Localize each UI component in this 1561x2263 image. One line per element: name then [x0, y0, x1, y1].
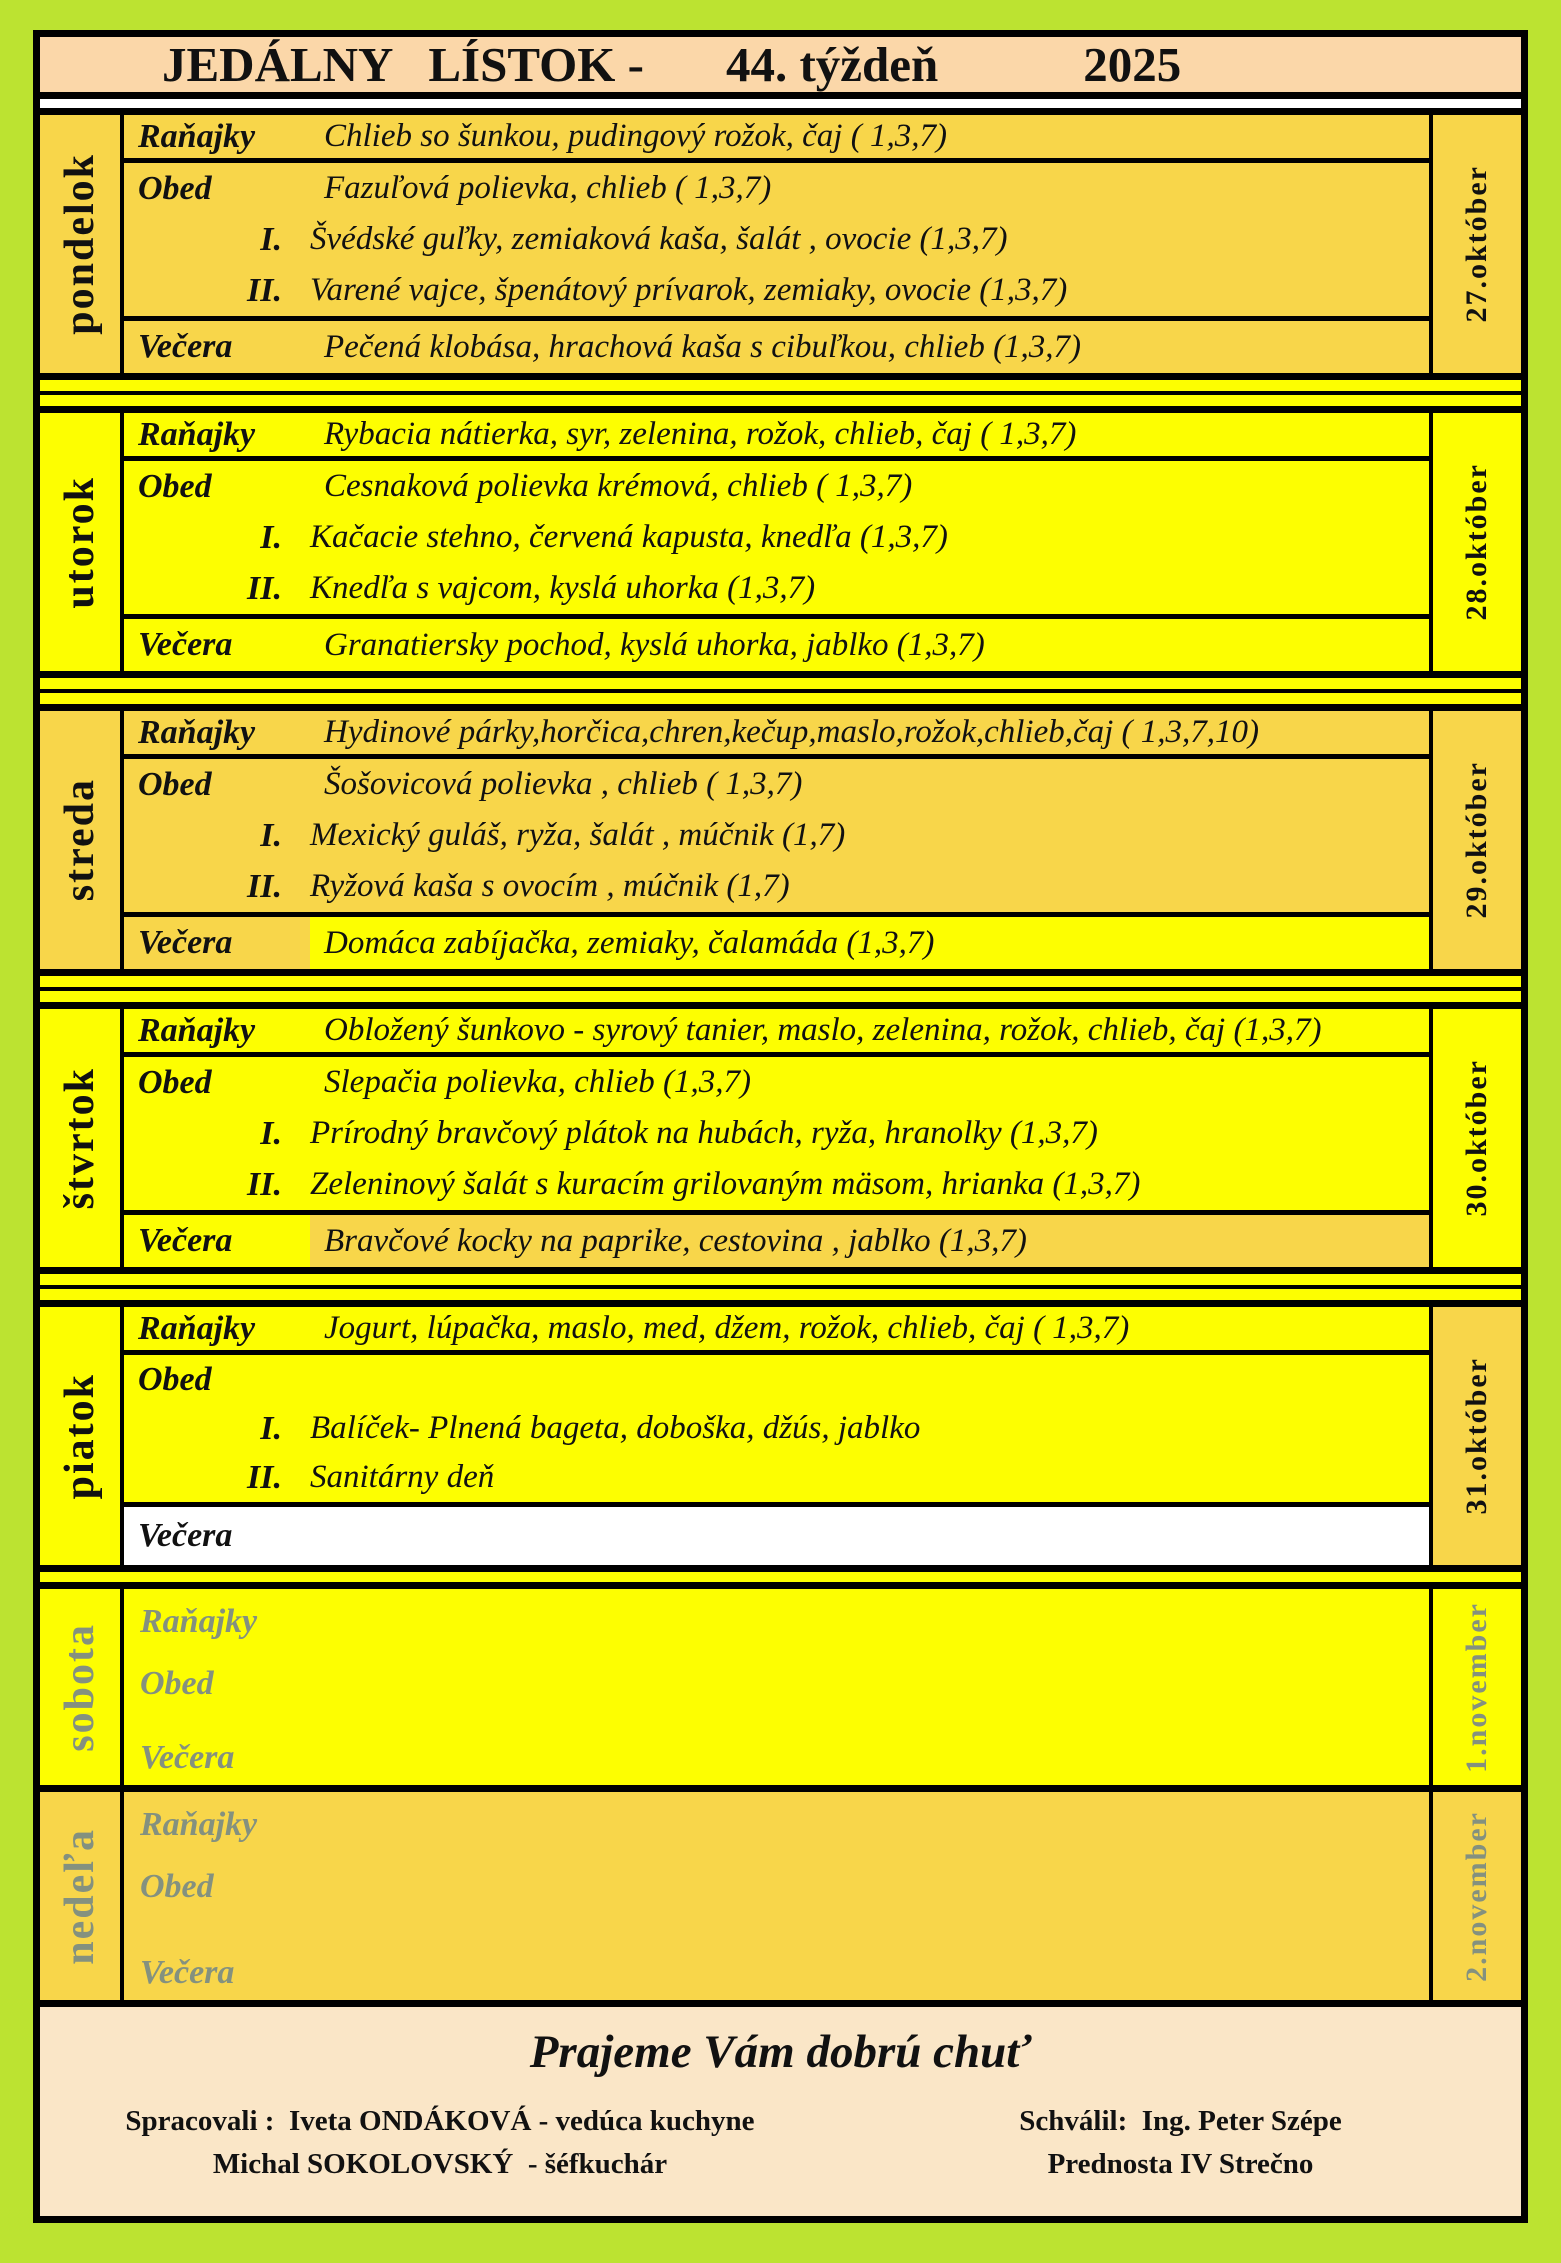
- meal-label: Večera: [138, 924, 233, 961]
- block-separator: [40, 976, 1521, 1002]
- date: 2.november: [1460, 1810, 1493, 1982]
- date-cell: [1429, 711, 1521, 969]
- meal-label: Raňajky: [138, 713, 256, 751]
- meal-label: Večera: [138, 328, 233, 365]
- meal-row-obed: [124, 461, 1429, 512]
- meal-label: Raňajky: [138, 415, 256, 453]
- meal-text: Jogurt, lúpačka, maslo, med, džem, rožok, chlieb, čaj ( 1,3,7): [324, 1310, 1130, 1346]
- day-name-cell: [40, 1792, 124, 2000]
- date-cell: [1429, 115, 1521, 373]
- meal-text: Domáca zabíjačka, zemiaky, čalamáda (1,3,7): [310, 917, 1429, 969]
- date: 1.november: [1460, 1601, 1493, 1773]
- meal-text: Zeleninový šalát s kuracím grilovaným mäsom, hrianka (1,3,7): [310, 1166, 1141, 1202]
- title-divider: [40, 99, 1521, 108]
- meal-row-obed-group: [124, 1057, 1429, 1215]
- meal-row-ranajky: [124, 115, 1429, 163]
- day-name: piatok: [57, 1372, 103, 1500]
- menu-column: [124, 413, 1429, 671]
- prepared-line-2: Michal SOKOLOVSKÝ - šéfkuchár: [212, 2148, 668, 2180]
- prepared-by: [40, 2105, 840, 2191]
- meal-text: Obložený šunkovo - syrový tanier, maslo, zelenina, rožok, chlieb, čaj (1,3,7): [324, 1012, 1322, 1048]
- block-separator: [40, 678, 1521, 704]
- meal-text: Granatiersky pochod, kyslá uhorka, jablko (1,3,7): [324, 626, 985, 663]
- meal-text: Mexický guláš, ryža, šalát , múčnik (1,7): [310, 817, 846, 853]
- meal-row-i: [124, 1108, 1429, 1159]
- meal-label: Raňajky: [138, 1309, 256, 1347]
- meal-row-ranajky: [124, 1009, 1429, 1057]
- menu-column: [124, 1589, 1429, 1785]
- meal-row-ranajky: [124, 1307, 1429, 1355]
- day-name-cell: [40, 1009, 124, 1267]
- title-bar: [40, 37, 1521, 99]
- meal-text: Varené vajce, špenátový prívarok, zemiaky, ovocie (1,3,7): [310, 272, 1068, 308]
- meal-row-obed-group: [124, 759, 1429, 917]
- date: 29.október: [1460, 761, 1493, 919]
- meal-text: Sanitárny deň: [310, 1459, 495, 1495]
- meal-row-ranajky: [124, 711, 1429, 759]
- meal-text: [310, 1507, 1429, 1565]
- meal-text: Hydinové párky,horčica,chren,kečup,maslo,rožok,chlieb,čaj ( 1,3,7,10): [324, 714, 1260, 750]
- meal-row-i: [124, 512, 1429, 563]
- meal-row-ranajky: [124, 413, 1429, 461]
- week-number: 44. týždeň: [725, 37, 939, 92]
- meal-text: Kačacie stehno, červená kapusta, knedľa (1,3,7): [310, 519, 948, 555]
- date-cell: [1429, 1589, 1521, 1785]
- day-name: sobota: [57, 1622, 103, 1752]
- day-name-cell: [40, 1589, 124, 1785]
- roman-i: I.: [260, 816, 282, 854]
- footer-credits: [40, 2105, 1521, 2191]
- meal-row-obed: [124, 759, 1429, 810]
- meal-row-obed-group: [124, 163, 1429, 321]
- day-block-pondelok: [40, 108, 1521, 380]
- meal-label: Obed: [138, 765, 212, 803]
- meal-label: Raňajky: [140, 1806, 258, 1843]
- meal-label: Večera: [140, 1954, 235, 1991]
- page-title: JEDÁLNY LÍSTOK -: [162, 37, 644, 92]
- day-name: streda: [57, 778, 103, 902]
- meal-row-vecera: [124, 1507, 1429, 1565]
- meal-row-vecera: [124, 619, 1429, 671]
- meal-row-vecera: [124, 321, 1429, 373]
- year: 2025: [1083, 37, 1182, 92]
- meal-text: Bravčové kocky na paprike, cestovina , jablko (1,3,7): [310, 1215, 1429, 1267]
- meal-label: Večera: [138, 626, 233, 663]
- roman-i: I.: [260, 1114, 282, 1152]
- prepared-line-1: Spracovali : Iveta ONDÁKOVÁ - vedúca kuchyne: [125, 2105, 755, 2137]
- meal-row-i: [124, 1404, 1429, 1453]
- meal-text: Fazuľová polievka, chlieb ( 1,3,7): [324, 170, 772, 206]
- menu-column: [124, 1792, 1429, 2000]
- meal-row-vecera: [124, 917, 1429, 969]
- approved-line-1: Schválil: Ing. Peter Szépe: [1019, 2105, 1342, 2137]
- menu-column: [124, 1009, 1429, 1267]
- meal-row-obed-group: [124, 1355, 1429, 1507]
- meal-row-obed-group: [124, 461, 1429, 619]
- day-block-stvrtok: [40, 1002, 1521, 1274]
- meal-text: [310, 1355, 1429, 1404]
- meal-row-ii: [124, 563, 1429, 614]
- block-separator: [40, 1274, 1521, 1300]
- meal-row-vecera: [124, 1215, 1429, 1267]
- roman-i: I.: [260, 1409, 282, 1447]
- menu-column: [124, 115, 1429, 373]
- meal-row-obed: [124, 163, 1429, 214]
- roman-i: I.: [260, 220, 282, 258]
- day-name-cell: [40, 413, 124, 671]
- meal-row-ii: [124, 861, 1429, 912]
- meal-row-obed: [124, 1355, 1429, 1404]
- menu-column: [124, 711, 1429, 969]
- day-name: utorok: [57, 475, 103, 609]
- day-name: nedeľa: [57, 1827, 103, 1965]
- day-name: pondelok: [57, 153, 103, 335]
- menu-column: [124, 1307, 1429, 1565]
- date: 27.október: [1460, 165, 1493, 323]
- meal-label: Obed: [138, 169, 212, 207]
- meal-label: Večera: [140, 1739, 235, 1776]
- roman-i: I.: [260, 518, 282, 556]
- date-cell: [1429, 1009, 1521, 1267]
- meal-label: Obed: [138, 1360, 212, 1398]
- meal-row-ii: [124, 265, 1429, 316]
- day-name-cell: [40, 1307, 124, 1565]
- block-separator: [40, 1572, 1521, 1582]
- meal-label: Obed: [138, 1063, 212, 1101]
- day-block-nedela: [40, 1785, 1521, 2000]
- meal-label: Raňajky: [138, 1011, 256, 1049]
- meal-row-ii: [124, 1453, 1429, 1502]
- meal-text: Rybacia nátierka, syr, zelenina, rožok, chlieb, čaj ( 1,3,7): [324, 416, 1077, 452]
- meal-text: Prírodný bravčový plátok na hubách, ryža, hranolky (1,3,7): [310, 1115, 1098, 1151]
- meal-text: Balíček- Plnená bageta, doboška, džús, jablko: [310, 1410, 921, 1446]
- meal-row-ii: [124, 1159, 1429, 1210]
- day-name-cell: [40, 115, 124, 373]
- day-block-sobota: [40, 1582, 1521, 1785]
- block-separator: [40, 380, 1521, 406]
- day-block-piatok: [40, 1300, 1521, 1572]
- meal-label: Obed: [140, 1868, 214, 1905]
- meal-row-i: [124, 214, 1429, 265]
- meal-label: Obed: [140, 1665, 214, 1702]
- day-name: štvrtok: [57, 1066, 103, 1210]
- menu-sheet: [33, 30, 1528, 2223]
- meal-text: Ryžová kaša s ovocím , múčnik (1,7): [310, 868, 790, 904]
- footer-wish: Prajeme Vám dobrú chuť: [529, 2026, 1032, 2078]
- meal-text: Šošovicová polievka , chlieb ( 1,3,7): [324, 766, 803, 802]
- roman-ii: II.: [247, 867, 282, 905]
- roman-ii: II.: [247, 569, 282, 607]
- day-name-cell: [40, 711, 124, 969]
- meal-text: Cesnaková polievka krémová, chlieb ( 1,3,7): [324, 468, 913, 504]
- date-cell: [1429, 413, 1521, 671]
- approved-line-2: Prednosta IV Strečno: [1047, 2148, 1314, 2180]
- meal-label: Večera: [138, 1222, 233, 1259]
- meal-row-i: [124, 810, 1429, 861]
- roman-ii: II.: [247, 1165, 282, 1203]
- roman-ii: II.: [247, 271, 282, 309]
- meal-label: Večera: [138, 1517, 233, 1554]
- meal-text: Chlieb so šunkou, pudingový rožok, čaj ( 1,3,7): [324, 118, 947, 154]
- meal-text: Knedľa s vajcom, kyslá uhorka (1,3,7): [310, 570, 816, 606]
- meal-label: Raňajky: [140, 1603, 258, 1640]
- footer: [40, 2000, 1521, 2216]
- meal-text: Pečená klobása, hrachová kaša s cibuľkou, chlieb (1,3,7): [324, 328, 1082, 365]
- meal-row-obed: [124, 1057, 1429, 1108]
- date: 31.október: [1460, 1357, 1493, 1515]
- roman-ii: II.: [247, 1458, 282, 1496]
- day-block-utorok: [40, 406, 1521, 678]
- date: 28.október: [1460, 463, 1493, 621]
- day-block-streda: [40, 704, 1521, 976]
- approved-by: [840, 2105, 1521, 2191]
- date-cell: [1429, 1307, 1521, 1565]
- meal-text: Slepačia polievka, chlieb (1,3,7): [324, 1064, 752, 1100]
- date: 30.október: [1460, 1059, 1493, 1217]
- meal-text: Švédské guľky, zemiaková kaša, šalát , ovocie (1,3,7): [310, 221, 1008, 257]
- meal-label: Raňajky: [138, 117, 256, 155]
- date-cell: [1429, 1792, 1521, 2000]
- meal-label: Obed: [138, 467, 212, 505]
